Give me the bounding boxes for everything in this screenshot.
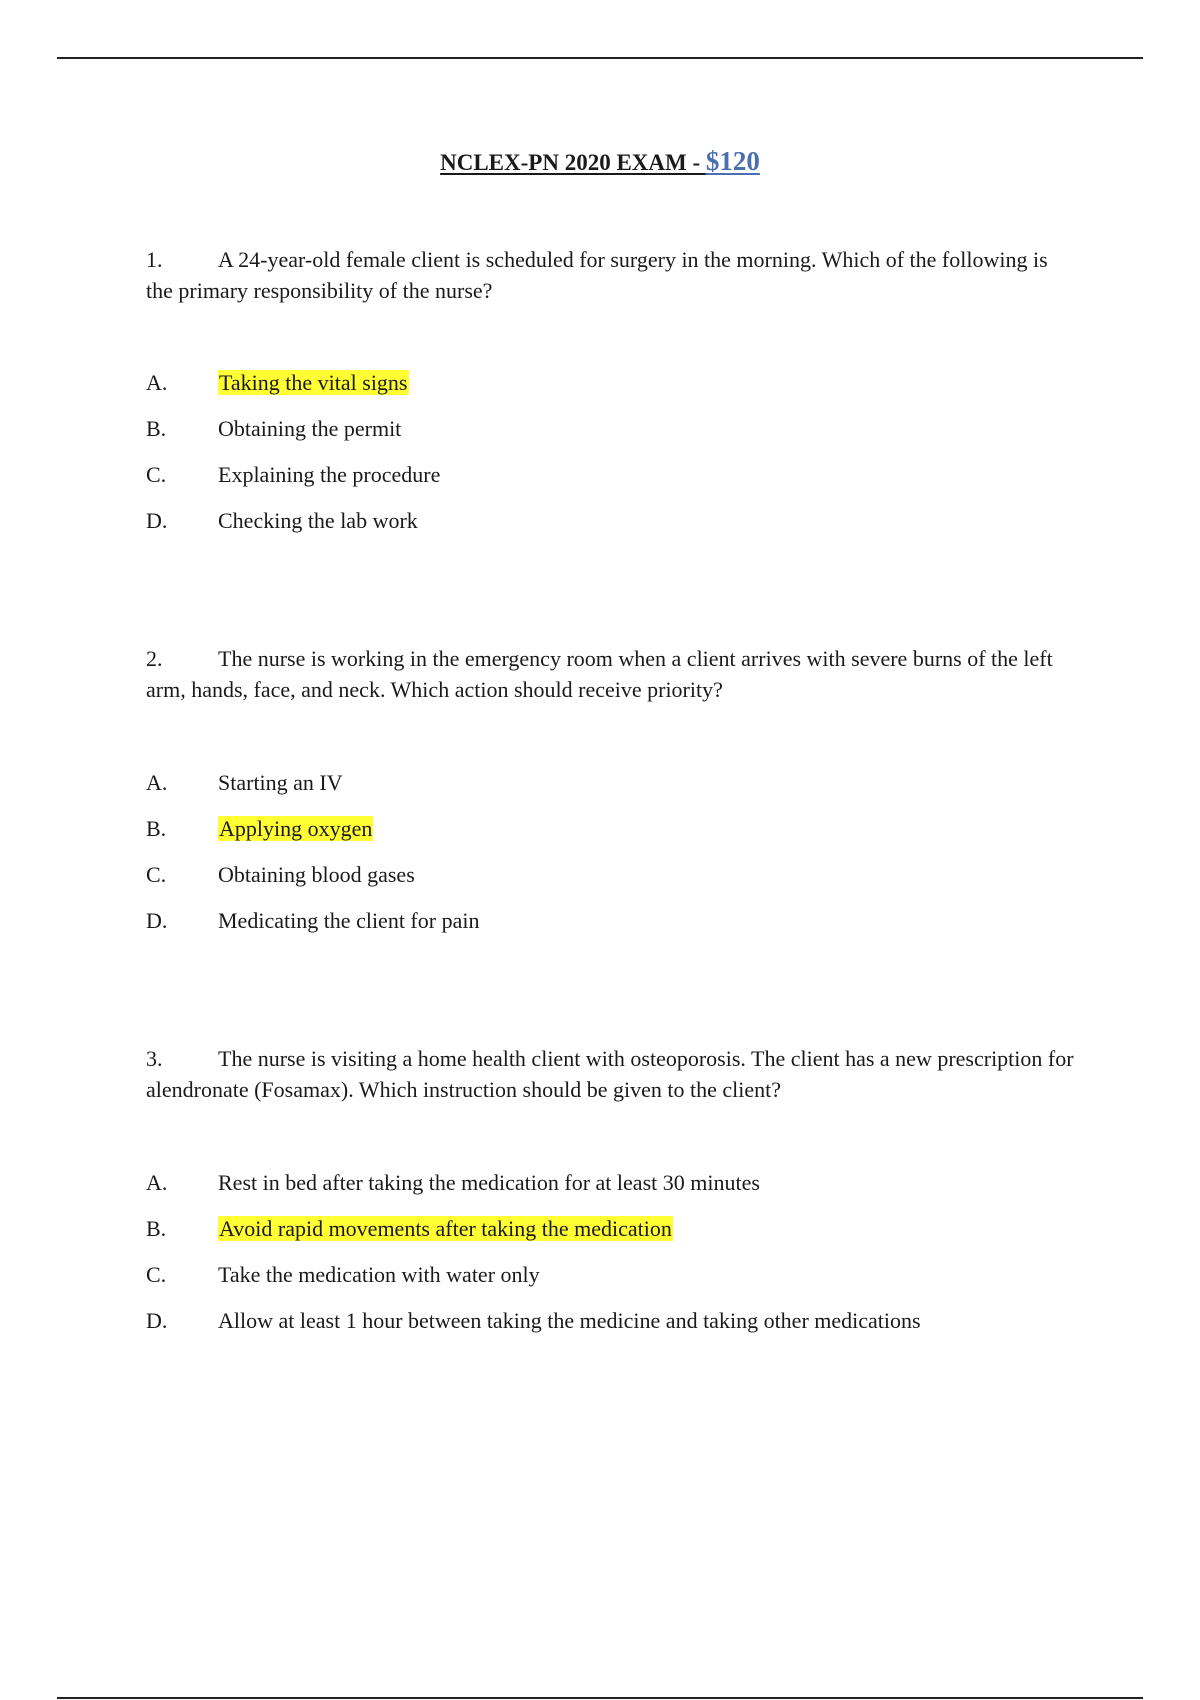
question-1 — [146, 244, 1076, 306]
option-d — [146, 906, 1106, 952]
option-text: Take the medication with water only — [218, 1262, 540, 1287]
title-text: NCLEX-PN 2020 EXAM - — [440, 150, 706, 175]
option-letter: D. — [146, 508, 168, 533]
option-text: Explaining the procedure — [218, 462, 441, 487]
bottom-rule — [57, 1697, 1143, 1699]
question-2 — [146, 643, 1076, 705]
option-letter: D. — [146, 1308, 168, 1333]
option-d — [146, 506, 1106, 552]
question-number: 2. — [146, 646, 163, 671]
price-link[interactable]: $120 — [705, 146, 760, 176]
question-1-options — [146, 368, 1106, 552]
page-title — [0, 146, 1200, 178]
option-letter: A. — [146, 1170, 168, 1195]
option-b — [146, 1214, 1106, 1260]
question-2-options — [146, 768, 1106, 952]
option-text: Medicating the client for pain — [218, 908, 480, 933]
option-text-highlighted: Applying oxygen — [219, 816, 373, 841]
question-number: 3. — [146, 1046, 163, 1071]
option-a — [146, 768, 1106, 814]
question-3 — [146, 1043, 1076, 1105]
option-c — [146, 460, 1106, 506]
option-b — [146, 414, 1106, 460]
option-text-highlighted: Avoid rapid movements after taking the medication — [219, 1216, 672, 1241]
option-text: Allow at least 1 hour between taking the medicine and taking other medications — [218, 1308, 921, 1333]
option-text-highlighted: Taking the vital signs — [219, 370, 408, 395]
option-letter: C. — [146, 462, 167, 487]
top-rule — [57, 57, 1143, 59]
option-letter: B. — [146, 416, 167, 441]
option-a — [146, 368, 1106, 414]
option-letter: C. — [146, 1262, 167, 1287]
option-c — [146, 1260, 1106, 1306]
option-text: Obtaining blood gases — [218, 862, 415, 887]
option-letter: D. — [146, 908, 168, 933]
option-text: Checking the lab work — [218, 508, 418, 533]
option-text: Rest in bed after taking the medication for at least 30 minutes — [218, 1170, 760, 1195]
question-number: 1. — [146, 247, 163, 272]
option-letter: A. — [146, 370, 168, 395]
option-a — [146, 1168, 1106, 1214]
option-text: Starting an IV — [218, 770, 343, 795]
option-letter: A. — [146, 770, 168, 795]
option-b — [146, 814, 1106, 860]
option-letter: B. — [146, 816, 167, 841]
option-letter: B. — [146, 1216, 167, 1241]
question-text: The nurse is visiting a home health client with osteoporosis. The client has a new prescription for alendronate (Fosamax). Which instruction should be given to the client? — [146, 1046, 1074, 1102]
question-3-options — [146, 1168, 1106, 1352]
question-text: The nurse is working in the emergency room when a client arrives with severe burns of the left arm, hands, face, and neck. Which action should receive priority? — [146, 646, 1053, 702]
option-d — [146, 1306, 1106, 1352]
option-c — [146, 860, 1106, 906]
question-text: A 24-year-old female client is scheduled for surgery in the morning. Which of the following is the primary responsibility of the nurse? — [146, 247, 1048, 303]
option-text: Obtaining the permit — [218, 416, 402, 441]
option-letter: C. — [146, 862, 167, 887]
